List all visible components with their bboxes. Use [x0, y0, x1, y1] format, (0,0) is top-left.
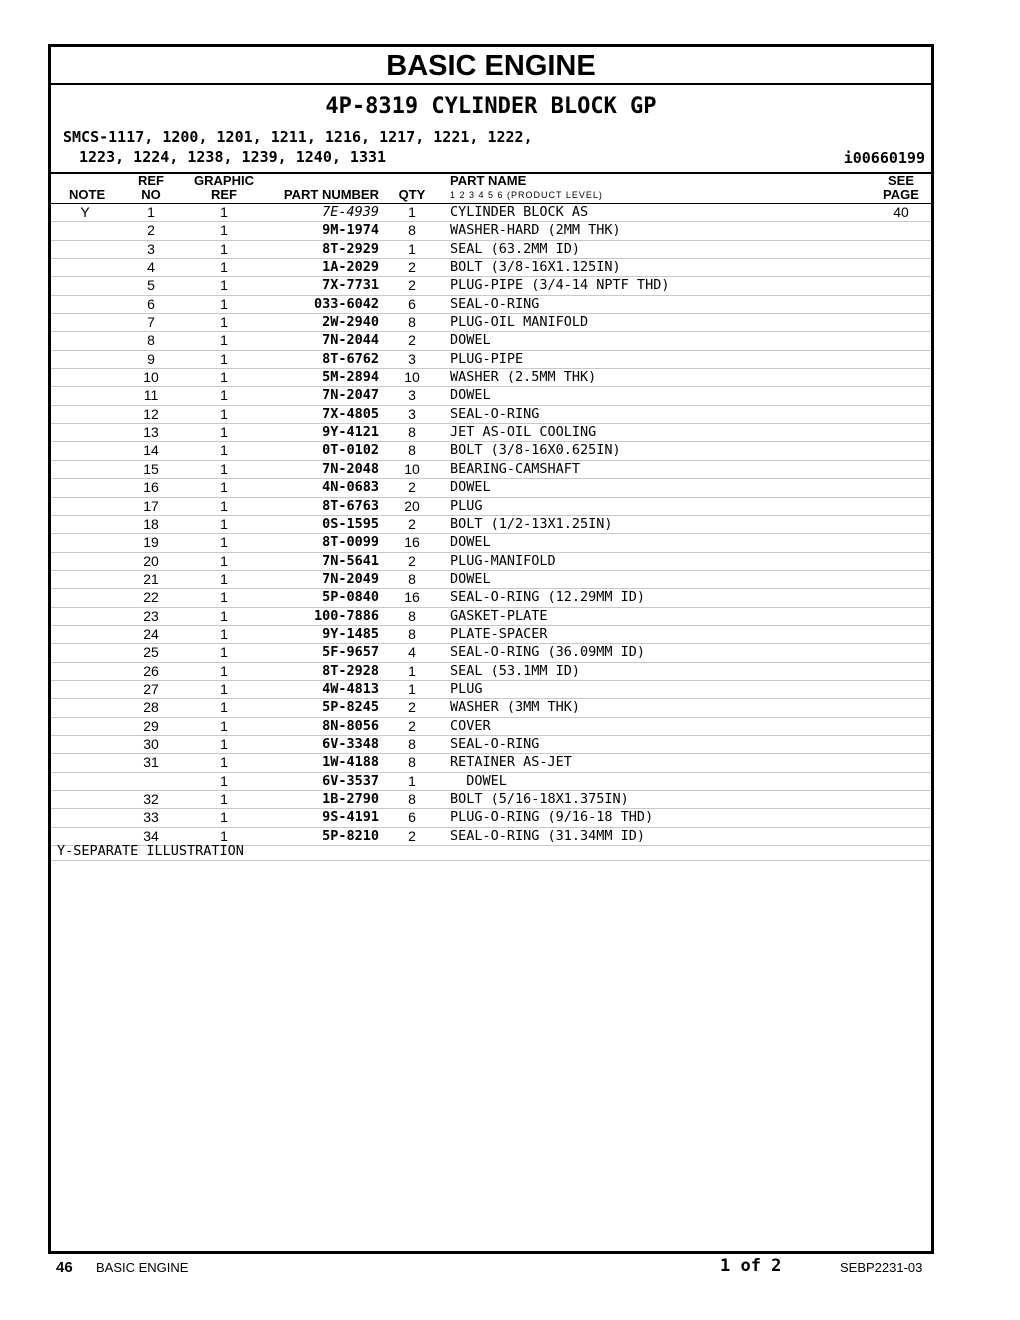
- row-ref-no: 33: [143, 809, 159, 826]
- row-graphic-ref: 1: [220, 240, 228, 257]
- table-row: [51, 534, 931, 552]
- row-part-number: 7N-5641: [322, 552, 379, 569]
- col-header-graphic-ref: REF: [211, 187, 237, 202]
- row-part-number: 9Y-4121: [322, 424, 379, 441]
- row-graphic-ref: 1: [220, 809, 228, 826]
- row-part-number: 7N-2048: [322, 460, 379, 477]
- table-row: [51, 736, 931, 754]
- row-part-name: PLUG: [450, 497, 483, 514]
- row-part-name: SEAL (63.2MM ID): [450, 240, 581, 257]
- col-header-graphic: GRAPHIC: [194, 173, 254, 188]
- row-part-name: DOWEL: [450, 534, 491, 551]
- row-graphic-ref: 1: [220, 405, 228, 422]
- row-qty: 2: [408, 332, 416, 349]
- row-part-number: 7E-4939: [322, 204, 379, 220]
- row-ref-no: 27: [143, 680, 159, 697]
- row-part-number: 1A-2029: [322, 259, 379, 276]
- row-graphic-ref: 1: [220, 625, 228, 642]
- row-part-number: 0S-1595: [322, 515, 379, 532]
- footer-section: BASIC ENGINE: [96, 1260, 189, 1275]
- row-ref-no: 6: [147, 295, 155, 312]
- row-ref-no: 8: [147, 332, 155, 349]
- row-graphic-ref: 1: [220, 387, 228, 404]
- row-part-name: WASHER-HARD (2MM THK): [450, 222, 621, 239]
- row-part-number: 9M-1974: [322, 222, 379, 239]
- row-part-number: 7N-2049: [322, 570, 379, 587]
- row-qty: 2: [408, 479, 416, 496]
- row-ref-no: 2: [147, 222, 155, 239]
- row-part-name: PLUG: [450, 680, 483, 697]
- row-qty: 10: [404, 460, 420, 477]
- row-part-name: BOLT (3/8-16X1.125IN): [450, 259, 621, 276]
- col-header-see: SEE: [887, 173, 914, 188]
- footer-page-of: 1 of 2: [720, 1256, 782, 1276]
- row-part-number: 8T-6763: [322, 497, 379, 514]
- table-row: [51, 241, 931, 259]
- row-ref-no: 34: [143, 827, 159, 844]
- row-part-name: SEAL-O-RING: [450, 295, 540, 312]
- table-row: [51, 387, 931, 405]
- table-row: [51, 773, 931, 791]
- row-qty: 3: [408, 387, 416, 404]
- row-qty: 8: [408, 442, 416, 459]
- row-part-number: 2W-2940: [322, 314, 379, 331]
- row-part-name: PLATE-SPACER: [450, 625, 548, 642]
- row-ref-no: 13: [143, 424, 159, 441]
- table-row: [51, 809, 931, 827]
- row-part-name: DOWEL: [450, 479, 491, 496]
- row-ref-no: 28: [143, 699, 159, 716]
- row-ref-no: 15: [143, 460, 159, 477]
- row-graphic-ref: 1: [220, 791, 228, 807]
- row-qty: 8: [408, 314, 416, 331]
- row-qty: 8: [408, 735, 416, 752]
- row-qty: 3: [408, 405, 416, 422]
- row-graphic-ref: 1: [220, 534, 228, 551]
- table-row: [51, 663, 931, 681]
- row-part-number: 8T-2928: [322, 662, 379, 679]
- row-part-name: RETAINER AS-JET: [450, 754, 572, 771]
- col-header-part-name: PART NAME: [450, 173, 527, 188]
- row-part-number: 7N-2047: [322, 387, 379, 404]
- row-ref-no: 17: [143, 497, 159, 514]
- col-header-part-number: PART NUMBER: [283, 187, 379, 202]
- col-header-ref: REF: [138, 173, 164, 188]
- row-graphic-ref: 1: [220, 204, 228, 220]
- row-graphic-ref: 1: [220, 717, 228, 734]
- row-part-number: 6V-3348: [322, 735, 379, 752]
- table-row: [51, 589, 931, 607]
- row-ref-no: 18: [143, 515, 159, 532]
- smcs-line-2: 1223, 1224, 1238, 1239, 1240, 1331: [79, 148, 387, 166]
- row-see-page: 40: [893, 204, 909, 220]
- row-qty: 6: [408, 295, 416, 312]
- col-header-no: NO: [141, 187, 161, 202]
- row-note: Y: [80, 204, 90, 220]
- table-row: [51, 204, 931, 222]
- col-header-qty: QTY: [398, 187, 426, 202]
- row-part-name: SEAL-O-RING (36.09MM ID): [450, 644, 646, 661]
- row-ref-no: 5: [147, 277, 155, 294]
- row-ref-no: 20: [143, 552, 159, 569]
- row-graphic-ref: 1: [220, 589, 228, 606]
- row-part-name: COVER: [450, 717, 491, 734]
- row-graphic-ref: 1: [220, 772, 228, 789]
- row-qty: 1: [408, 662, 416, 679]
- row-graphic-ref: 1: [220, 662, 228, 679]
- row-ref-no: 3: [147, 240, 155, 257]
- row-ref-no: 30: [143, 735, 159, 752]
- row-part-number: 5P-8245: [322, 699, 379, 716]
- table-row: [51, 516, 931, 534]
- row-part-name: SEAL (53.1MM ID): [450, 662, 581, 679]
- row-part-name: PLUG-OIL MANIFOLD: [450, 314, 589, 331]
- row-ref-no: 11: [143, 387, 159, 404]
- row-ref-no: 12: [143, 405, 159, 422]
- col-header-note: NOTE: [69, 187, 106, 202]
- table-row: [51, 406, 931, 424]
- row-graphic-ref: 1: [220, 735, 228, 752]
- row-part-name: SEAL-O-RING: [450, 735, 540, 752]
- row-graphic-ref: 1: [220, 332, 228, 349]
- row-part-number: 1B-2790: [322, 791, 379, 807]
- row-graphic-ref: 1: [220, 259, 228, 276]
- table-row: [51, 718, 931, 736]
- row-graphic-ref: 1: [220, 497, 228, 514]
- row-qty: 1: [408, 204, 416, 220]
- row-qty: 1: [408, 240, 416, 257]
- smcs-line-1: SMCS-1117, 1200, 1201, 1211, 1216, 1217, 1221, 1222,: [63, 128, 533, 146]
- row-ref-no: 19: [143, 534, 159, 551]
- table-row: [51, 479, 931, 497]
- row-graphic-ref: 1: [220, 369, 228, 386]
- row-part-name: CYLINDER BLOCK AS: [450, 204, 589, 220]
- table-row: [51, 461, 931, 479]
- row-part-number: 4N-0683: [322, 479, 379, 496]
- row-graphic-ref: 1: [220, 350, 228, 367]
- row-qty: 2: [408, 699, 416, 716]
- row-part-name: DOWEL: [450, 332, 491, 349]
- row-qty: 6: [408, 809, 416, 826]
- row-part-number: 0T-0102: [322, 442, 379, 459]
- row-qty: 4: [408, 644, 416, 661]
- row-part-number: 8T-0099: [322, 534, 379, 551]
- row-qty: 10: [404, 369, 420, 386]
- row-part-number: 5P-0840: [322, 589, 379, 606]
- row-ref-no: 24: [143, 625, 159, 642]
- table-row: [51, 498, 931, 516]
- row-part-number: 033-6042: [313, 295, 379, 312]
- row-part-number: 7X-4805: [322, 405, 379, 422]
- row-ref-no: 4: [147, 259, 155, 276]
- row-qty: 8: [408, 424, 416, 441]
- row-part-number: 9Y-1485: [322, 625, 379, 642]
- row-graphic-ref: 1: [220, 552, 228, 569]
- table-row: [51, 296, 931, 314]
- row-qty: 2: [408, 717, 416, 734]
- row-part-name: DOWEL: [450, 772, 507, 789]
- table-row: [51, 699, 931, 717]
- row-qty: 8: [408, 570, 416, 587]
- row-part-number: 7N-2044: [322, 332, 379, 349]
- page-title: BASIC ENGINE: [51, 47, 931, 85]
- row-qty: 8: [408, 791, 416, 807]
- row-part-name: WASHER (2.5MM THK): [450, 369, 597, 386]
- row-part-name: BOLT (3/8-16X0.625IN): [450, 442, 621, 459]
- row-part-number: 9S-4191: [322, 809, 379, 826]
- row-ref-no: 31: [143, 754, 159, 771]
- row-part-number: 7X-7731: [322, 277, 379, 294]
- row-qty: 8: [408, 625, 416, 642]
- parts-table: [51, 204, 931, 846]
- footer-page-number: 46: [56, 1259, 73, 1276]
- row-qty: 2: [408, 259, 416, 276]
- row-graphic-ref: 1: [220, 442, 228, 459]
- row-part-name: SEAL-O-RING (31.34MM ID): [450, 827, 646, 844]
- illustration-id: i00660199: [843, 149, 925, 167]
- col-header-page: PAGE: [883, 187, 919, 202]
- table-row: [51, 314, 931, 332]
- row-graphic-ref: 1: [220, 424, 228, 441]
- row-qty: 8: [408, 754, 416, 771]
- row-qty: 3: [408, 350, 416, 367]
- row-part-number: 4W-4813: [322, 680, 379, 697]
- row-graphic-ref: 1: [220, 479, 228, 496]
- row-part-number: 6V-3537: [322, 772, 379, 789]
- row-qty: 1: [408, 680, 416, 697]
- row-part-name: PLUG-PIPE (3/4-14 NPTF THD): [450, 277, 670, 294]
- footer-doc-id: SEBP2231-03: [840, 1260, 923, 1275]
- row-part-name: SEAL-O-RING (12.29MM ID): [450, 589, 646, 606]
- row-part-name: PLUG-O-RING (9/16-18 THD): [450, 809, 654, 826]
- row-graphic-ref: 1: [220, 515, 228, 532]
- row-part-number: 8N-8056: [322, 717, 379, 734]
- row-ref-no: 26: [143, 662, 159, 679]
- col-header-product-level: 1 2 3 4 5 6 (PRODUCT LEVEL): [450, 190, 603, 200]
- table-row: [51, 442, 931, 460]
- table-row: [51, 791, 931, 809]
- row-part-number: 8T-2929: [322, 240, 379, 257]
- row-qty: 2: [408, 277, 416, 294]
- row-ref-no: 29: [143, 717, 159, 734]
- row-qty: 16: [404, 534, 420, 551]
- table-row: [51, 681, 931, 699]
- row-part-number: 5M-2894: [322, 369, 379, 386]
- row-graphic-ref: 1: [220, 570, 228, 587]
- row-qty: 8: [408, 222, 416, 239]
- row-graphic-ref: 1: [220, 699, 228, 716]
- row-part-name: PLUG-MANIFOLD: [450, 552, 556, 569]
- table-row: [51, 626, 931, 644]
- row-part-name: BOLT (5/16-18X1.375IN): [450, 791, 629, 807]
- row-graphic-ref: 1: [220, 277, 228, 294]
- row-ref-no: 7: [147, 314, 155, 331]
- row-part-number: 100-7886: [313, 607, 379, 624]
- row-graphic-ref: 1: [220, 314, 228, 331]
- row-part-name: BEARING-CAMSHAFT: [450, 460, 581, 477]
- row-graphic-ref: 1: [220, 222, 228, 239]
- table-row: [51, 571, 931, 589]
- row-qty: 1: [408, 772, 416, 789]
- row-graphic-ref: 1: [220, 827, 228, 844]
- footnote: Y-SEPARATE ILLUSTRATION: [57, 843, 244, 859]
- row-part-name: DOWEL: [450, 387, 491, 404]
- row-part-number: 1W-4188: [322, 754, 379, 771]
- footnote-divider: [51, 860, 931, 861]
- row-ref-no: 10: [143, 369, 159, 386]
- page-frame: [48, 44, 934, 1254]
- group-title: 4P-8319 CYLINDER BLOCK GP: [325, 94, 657, 119]
- row-ref-no: 14: [143, 442, 159, 459]
- row-part-number: 8T-6762: [322, 350, 379, 367]
- table-row: [51, 277, 931, 295]
- row-qty: 2: [408, 552, 416, 569]
- row-qty: 20: [404, 497, 420, 514]
- row-graphic-ref: 1: [220, 295, 228, 312]
- table-row: [51, 608, 931, 626]
- row-part-name: WASHER (3MM THK): [450, 699, 581, 716]
- row-part-name: DOWEL: [450, 570, 491, 587]
- table-row: [51, 332, 931, 350]
- row-qty: 16: [404, 589, 420, 606]
- row-ref-no: 1: [147, 204, 155, 220]
- row-part-name: BOLT (1/2-13X1.25IN): [450, 515, 613, 532]
- row-ref-no: 9: [147, 350, 155, 367]
- row-ref-no: 25: [143, 644, 159, 661]
- row-part-number: 5F-9657: [322, 644, 379, 661]
- row-ref-no: 32: [143, 791, 159, 807]
- row-ref-no: 22: [143, 589, 159, 606]
- row-ref-no: 23: [143, 607, 159, 624]
- row-part-name: GASKET-PLATE: [450, 607, 548, 624]
- row-graphic-ref: 1: [220, 607, 228, 624]
- row-ref-no: 16: [143, 479, 159, 496]
- row-graphic-ref: 1: [220, 754, 228, 771]
- table-row: [51, 553, 931, 571]
- row-part-name: PLUG-PIPE: [450, 350, 524, 367]
- table-row: [51, 369, 931, 387]
- row-qty: 2: [408, 515, 416, 532]
- row-graphic-ref: 1: [220, 460, 228, 477]
- smcs-codes: [63, 127, 533, 167]
- row-part-name: JET AS-OIL COOLING: [450, 424, 597, 441]
- row-qty: 2: [408, 827, 416, 844]
- table-row: [51, 644, 931, 662]
- table-row: [51, 424, 931, 442]
- row-graphic-ref: 1: [220, 680, 228, 697]
- row-part-name: SEAL-O-RING: [450, 405, 540, 422]
- row-part-number: 5P-8210: [322, 827, 379, 844]
- table-row: [51, 222, 931, 240]
- row-qty: 8: [408, 607, 416, 624]
- row-ref-no: 21: [143, 570, 159, 587]
- row-graphic-ref: 1: [220, 644, 228, 661]
- table-row: [51, 351, 931, 369]
- table-row: [51, 259, 931, 277]
- table-row: [51, 754, 931, 772]
